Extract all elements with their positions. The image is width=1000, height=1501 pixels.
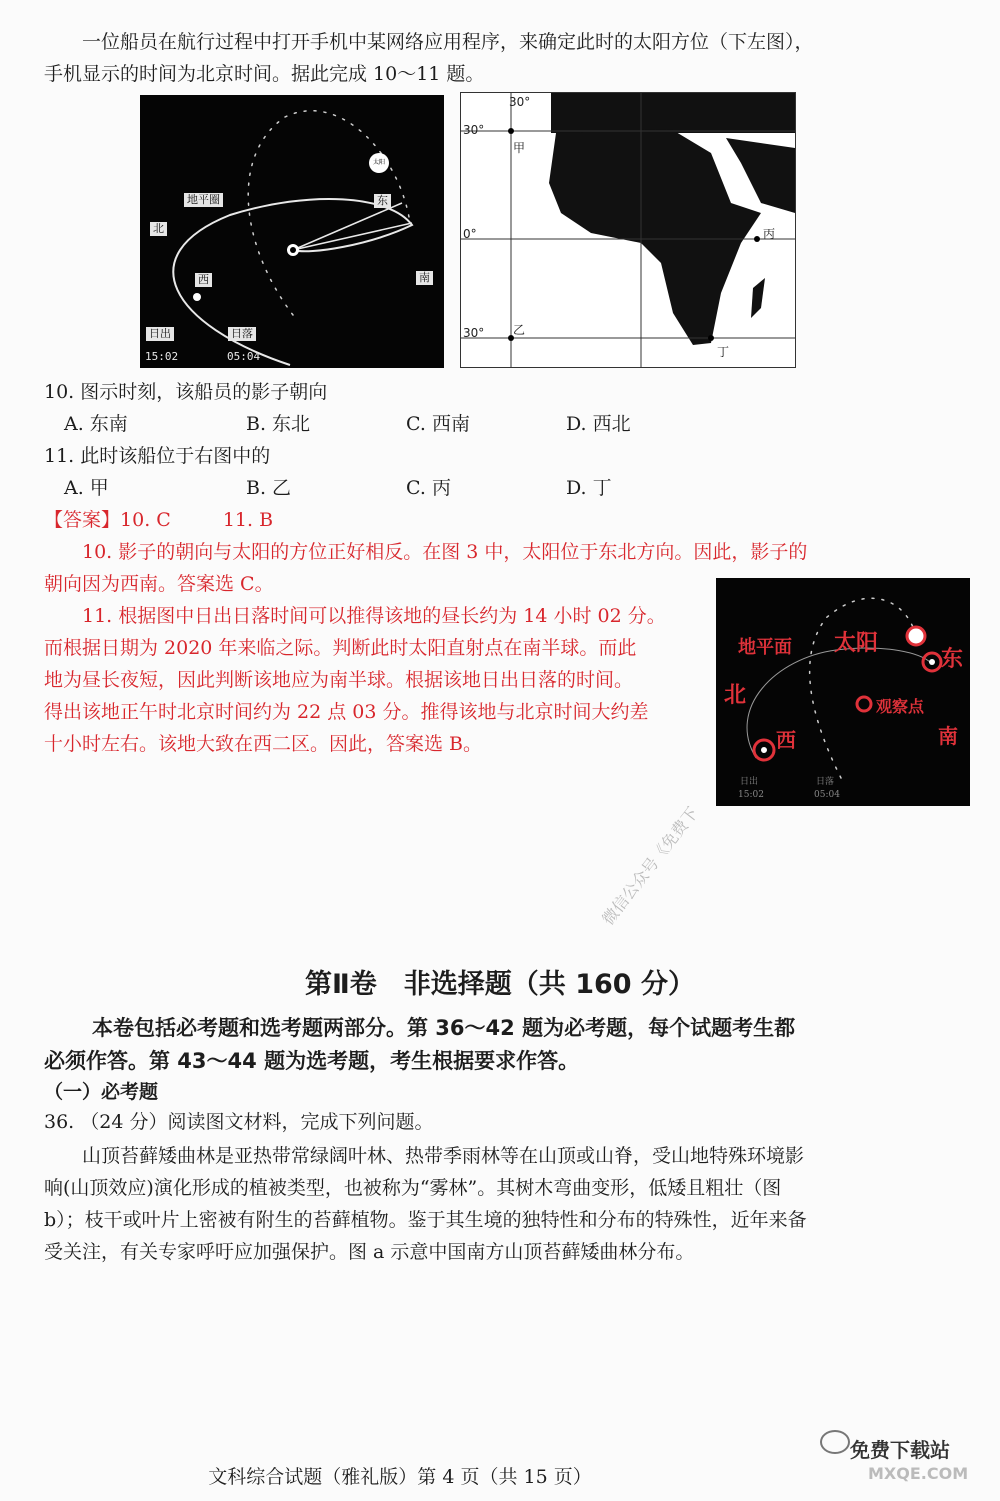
point-jia-label: 甲 bbox=[513, 141, 526, 155]
q36-paragraph-line-1: 山顶苔藓矮曲林是亚热带常绿阔叶林、热带季雨林等在山顶或山脊，受山地特殊环境影 bbox=[82, 1145, 805, 1167]
horizon-label: 地平圈 bbox=[184, 193, 223, 207]
logo-text: 免费下载站 bbox=[850, 1438, 950, 1462]
annotated-north-label: 北 bbox=[724, 683, 747, 708]
q11-option-a: A. 甲 bbox=[64, 477, 109, 499]
intro-line-2: 手机显示的时间为北京时间。据此完成 10～11 题。 bbox=[44, 63, 485, 85]
section-desc-line-2: 必须作答。第 43～44 题为选考题，考生根据要求作答。 bbox=[44, 1049, 580, 1073]
explanation-11-line-5: 十小时左右。该地大致在西二区。因此，答案选 B。 bbox=[44, 733, 483, 755]
annotated-sunset-time: 05:04 bbox=[814, 790, 840, 800]
annotated-sun-figure bbox=[716, 578, 970, 806]
north-label: 北 bbox=[150, 222, 167, 236]
q11-option-b: B. 乙 bbox=[246, 477, 292, 499]
sunset-time: 05:04 bbox=[227, 350, 261, 363]
annotated-sunrise-label: 日出 bbox=[740, 777, 759, 787]
sunrise-time: 15:02 bbox=[145, 350, 179, 363]
annotated-south-label: 南 bbox=[938, 724, 958, 748]
q10-option-b: B. 东北 bbox=[246, 413, 311, 435]
q11-option-d: D. 丁 bbox=[566, 477, 612, 499]
section-desc-line-1: 本卷包括必考题和选考题两部分。第 36～42 题为必考题，每个试题考生都 bbox=[92, 1016, 796, 1040]
lat-30n-label: 30° bbox=[463, 123, 485, 137]
africa-map bbox=[460, 92, 796, 368]
q10-option-c: C. 西南 bbox=[406, 413, 470, 435]
explanation-10-line-2: 朝向因为西南。答案选 C。 bbox=[44, 573, 274, 595]
section-title: 第Ⅱ卷 非选择题（共 160 分） bbox=[305, 969, 695, 1000]
wechat-icon bbox=[820, 1430, 850, 1454]
q36-paragraph-line-3: b）；枝干或叶片上密被有附生的苔藓植物。鉴于其生境的独特性和分布的特殊性，近年来备 bbox=[44, 1209, 807, 1231]
answer-11: 11. B bbox=[222, 509, 274, 531]
point-yi-label: 乙 bbox=[513, 323, 526, 337]
lat-30s-label: 30° bbox=[463, 326, 485, 340]
explanation-11-line-1: 11. 根据图中日出日落时间可以推得该地的昼长约为 14 小时 02 分。 bbox=[82, 605, 666, 627]
q11-options bbox=[64, 472, 612, 504]
q10-option-a: A. 东南 bbox=[64, 413, 128, 435]
explanation-11-line-3: 地为昼长夜短，因此判断该地应为南半球。根据该地日出日落的时间。 bbox=[44, 669, 634, 691]
explanation-11-line-4: 得出该地正午时北京时间约为 22 点 03 分。推得该地与北京时间大约差 bbox=[44, 701, 649, 723]
section-subhead: （一）必考题 bbox=[44, 1081, 159, 1103]
annotated-sun-diagram bbox=[716, 578, 970, 806]
sun-path-diagram bbox=[140, 95, 444, 368]
point-bing-label: 丙 bbox=[763, 227, 776, 241]
q10-option-d: D. 西北 bbox=[566, 413, 631, 435]
q10-options bbox=[64, 408, 631, 440]
watermark: 微信公众号《免费下 bbox=[598, 803, 703, 929]
lat-30n-top-label: 30° bbox=[509, 95, 531, 109]
q10-stem: 10. 图示时刻，该船员的影子朝向 bbox=[44, 381, 328, 403]
annotated-east-label: 东 bbox=[941, 647, 964, 672]
annotated-sunrise-time: 15:02 bbox=[738, 790, 764, 800]
east-label: 东 bbox=[374, 194, 391, 208]
sunrise-label: 日出 bbox=[146, 327, 174, 341]
answer-line bbox=[44, 504, 273, 536]
lat-0-label: 0° bbox=[463, 227, 477, 241]
q36-stem: 36. （24 分）阅读图文材料，完成下列问题。 bbox=[44, 1111, 434, 1133]
sunset-label: 日落 bbox=[228, 327, 256, 341]
answer-10: 10. C bbox=[120, 509, 171, 531]
explanation-10-line-1: 10. 影子的朝向与太阳的方位正好相反。在图 3 中，太阳位于东北方向。因此，影子的 bbox=[82, 541, 808, 563]
q11-stem: 11. 此时该船位于右图中的 bbox=[44, 445, 271, 467]
intro-line-1: 一位船员在航行过程中打开手机中某网络应用程序，来确定此时的太阳方位（下左图）， bbox=[82, 31, 814, 53]
annotated-sunset-label: 日落 bbox=[816, 777, 835, 787]
q36-paragraph-line-2: 响(山顶效应)演化形成的植被类型，也被称为“雾林”。其树木弯曲变形，低矮且粗壮（图 bbox=[44, 1177, 782, 1199]
point-ding-label: 丁 bbox=[717, 345, 730, 359]
answer-tag: 【答案】 bbox=[44, 509, 121, 531]
site-logo bbox=[820, 1412, 990, 1492]
west-label: 西 bbox=[195, 273, 212, 287]
annotated-horizon-label: 地平面 bbox=[738, 637, 792, 658]
logo-subtext: MXQE.COM bbox=[868, 1464, 969, 1483]
explanation-11-line-2: 而根据日期为 2020 年来临之际。判断此时太阳直射点在南半球。而此 bbox=[44, 637, 637, 659]
q36-paragraph-line-4: 受关注，有关专家呼吁应加强保护。图 a 示意中国南方山顶苔藓矮曲林分布。 bbox=[44, 1241, 695, 1263]
south-label: 南 bbox=[416, 271, 433, 285]
sun-icon: 太阳 bbox=[369, 153, 389, 173]
q11-option-c: C. 丙 bbox=[406, 477, 451, 499]
page-footer: 文科综合试题（雅礼版）第 4 页（共 15 页） bbox=[208, 1466, 592, 1488]
annotated-observer-label: 观察点 bbox=[876, 697, 925, 716]
africa-map-svg bbox=[461, 93, 795, 367]
annotated-sun-label: 太阳 bbox=[834, 631, 879, 656]
annotated-west-label: 西 bbox=[776, 728, 796, 752]
sun-path-figure bbox=[140, 95, 444, 368]
